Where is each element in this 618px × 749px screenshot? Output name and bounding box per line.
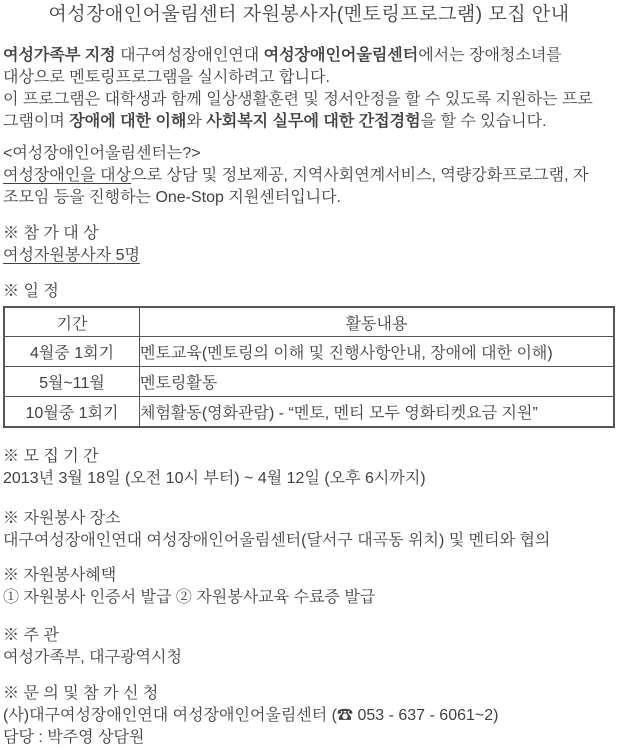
page-title: 여성장애인어울림센터 자원봉사자(멘토링프로그램) 모집 안내 xyxy=(48,4,570,25)
participants-label: ※ 참 가 대 상 xyxy=(3,225,99,242)
participants-value xyxy=(3,245,615,267)
body-text: 을 할 수 있습니다. xyxy=(420,113,547,130)
body-text: 대구여성장애인연대 xyxy=(115,47,264,64)
body-text: 와 xyxy=(186,113,207,130)
table-cell-activity: 멘토교육(멘토링의 이해 및 진행사항안내, 장애에 대한 이해) xyxy=(140,337,615,367)
intro-line-3: 이 프로그램은 대학생과 함께 일상생활훈련 및 정서안정을 할 수 있도록 지원하는 프로 xyxy=(3,91,593,108)
body-text: 에서는 장애청소녀를 xyxy=(418,47,562,64)
bold-text: 장애에 대한 이해 xyxy=(69,113,187,130)
contact-label: ※ 문 의 및 참 가 신 청 xyxy=(3,685,159,702)
bold-text: 여성가족부 지정 xyxy=(3,47,116,64)
recruit-period-section xyxy=(3,446,615,490)
telephone-icon: ☎ xyxy=(337,707,354,724)
volunteer-benefits-value: ① 자원봉사 인증서 발급 ② 자원봉사교육 수료증 발급 xyxy=(3,589,376,606)
volunteer-place-label: ※ 자원봉사 장소 xyxy=(3,510,121,527)
volunteer-place-section xyxy=(3,508,615,552)
table-cell-period: 4월중 1회기 xyxy=(4,337,140,367)
table-row xyxy=(4,367,614,397)
intro-line-2: 대상으로 멘토링프로그램을 실시하려고 합니다. xyxy=(3,69,330,86)
volunteer-benefits-section xyxy=(3,565,615,609)
table-header-row xyxy=(4,307,614,337)
volunteer-benefits-label: ※ 자원봉사혜택 xyxy=(3,567,117,584)
volunteer-place-value: 대구여성장애인연대 여성장애인어울림센터(달서구 대곡동 위치) 및 멘티와 협의 xyxy=(3,532,551,549)
intro-line-4 xyxy=(3,111,615,133)
center-description-heading: <여성장애인어울림센터는?> xyxy=(3,145,201,162)
participants-section xyxy=(3,223,615,267)
recruit-period-label: ※ 모 집 기 간 xyxy=(3,448,99,465)
intro-paragraph xyxy=(3,45,615,133)
bold-text: 사회복지 실무에 대한 간접경험 xyxy=(206,113,421,130)
recruit-period-value: 2013년 3월 18일 (오전 10시 부터) ~ 4월 12일 (오후 6시까지) xyxy=(3,470,426,487)
organizer-section xyxy=(3,625,615,669)
underlined-text: 여성장애인을 대상 xyxy=(3,167,132,184)
table-header-period: 기간 xyxy=(4,307,140,337)
body-text: (사)대구여성장애인연대 여성장애인어울림센터 ( xyxy=(3,707,337,724)
table-header-activity: 활동내용 xyxy=(140,307,615,337)
center-description-line-2: 조모임 등을 진행하는 One-Stop 지원센터입니다. xyxy=(3,189,342,206)
body-text: 으로 상담 및 정보제공, 지역사회연계서비스, 역량강화프로그램, 자 xyxy=(131,167,589,184)
schedule-table xyxy=(3,306,615,428)
table-cell-period: 10월중 1회기 xyxy=(4,397,140,428)
table-cell-activity: 멘토링활동 xyxy=(140,367,615,397)
underlined-text: 여성자원봉사자 5명 xyxy=(3,247,140,264)
center-description-line-1 xyxy=(3,165,615,187)
center-description-section xyxy=(3,143,615,209)
contact-section xyxy=(3,683,615,749)
contact-line-1 xyxy=(3,705,615,727)
organizer-value: 여성가족부, 대구광역시청 xyxy=(3,649,182,666)
contact-person: 담당 : 박주영 상담원 xyxy=(3,729,145,746)
body-text: 그램이며 xyxy=(3,113,70,130)
intro-line-1 xyxy=(3,45,615,67)
table-row xyxy=(4,397,614,428)
organizer-label: ※ 주 관 xyxy=(3,627,59,644)
bold-text: 여성장애인어울림센터 xyxy=(263,47,419,64)
schedule-section xyxy=(3,281,615,428)
contact-phone-number: 053 - 637 - 6061~2) xyxy=(353,707,499,724)
table-cell-activity: 체험활동(영화관람) - “멘토, 멘티 모두 영화티켓요금 지원” xyxy=(140,397,615,428)
schedule-label: ※ 일 정 xyxy=(3,283,59,300)
table-cell-period: 5월~11월 xyxy=(4,367,140,397)
table-row xyxy=(4,337,614,367)
